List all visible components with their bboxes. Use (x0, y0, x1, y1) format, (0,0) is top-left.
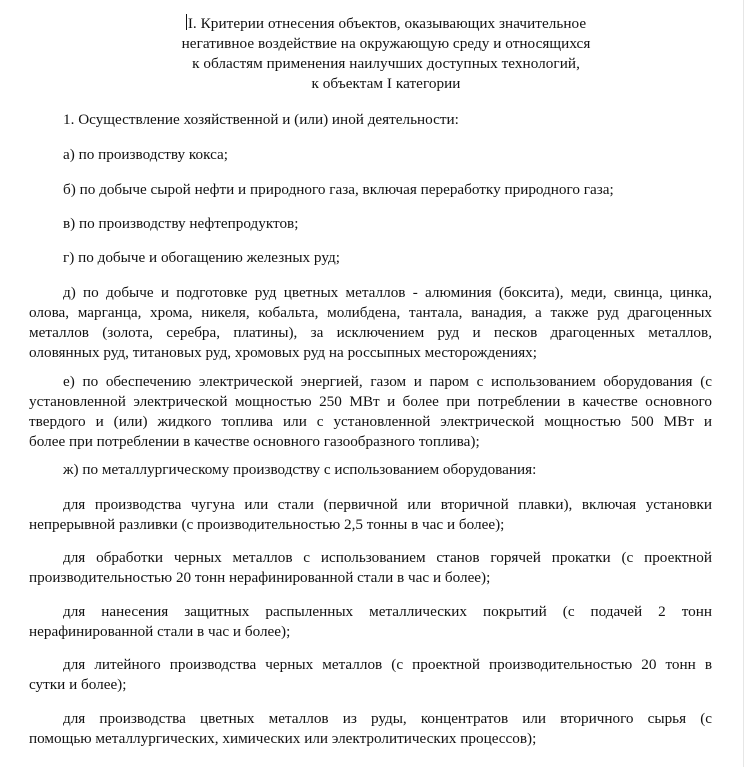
paragraph-v: в) по производству нефтепродуктов; (63, 215, 299, 232)
paragraph-e: е) по обеспечению электрической энергией, газом и паром с использованием оборудования (с установленной электрической мощностью 250 МВт и более при потреблении в качестве основного твердого и (или) жидкого топлива или с установленной электрической мощностью 500 МВт и более при потреблении в качестве основного газообразного топлива); (29, 373, 712, 450)
heading-line-2: негативное воздействие на окружающую среду и относящихся (181, 35, 591, 52)
heading-line-4: к объектам I категории (311, 75, 461, 92)
heading-line-3: к областям применения наилучших доступных технологий, (192, 55, 580, 72)
paragraph-foundry: для литейного производства черных металлов (с проектной производительностью 20 тонн в сутки и более); (29, 656, 712, 693)
paragraph-nonferrous: для производства цветных металлов из руды, концентратов или вторичного сырья (с помощью металлургических, химических или электролитических процессов); (29, 710, 712, 747)
paragraph-g: г) по добыче и обогащению железных руд; (63, 249, 340, 266)
paragraph-b: б) по добыче сырой нефти и природного газа, включая переработку природного газа; (63, 181, 614, 198)
paragraph-coatings: для нанесения защитных распыленных металлических покрытий (с подачей 2 тонн нерафинированной стали в час и более); (29, 603, 712, 640)
paragraph-d: д) по добыче и подготовке руд цветных металлов - алюминия (боксита), меди, свинца, цинка, олова, марганца, хрома, никеля, кобальта, молибдена, тантала, ванадия, а также руд драгоценных металлов (золота, серебра, платины), за исключением руд и песков драгоценных металлов, оловянных руд, титановых руд, хромовых руд на россыпных месторождениях; (29, 284, 712, 361)
paragraph-hot-rolling: для обработки черных металлов с использованием станов горячей прокатки (с проектной производительностью 20 тонн нерафинированной стали в час и более); (29, 549, 712, 586)
paragraph-1: 1. Осуществление хозяйственной и (или) иной деятельности: (63, 111, 459, 128)
heading-line-1: I. Критерии отнесения объектов, оказывающих значительное (187, 15, 587, 32)
paragraph-zh: ж) по металлургическому производству с использованием оборудования: (63, 461, 537, 478)
section-heading (60, 14, 712, 94)
paragraph-cast-iron: для производства чугуна или стали (первичной или вторичной плавки), включая установки непрерывной разливки (с производительностью 2,5 тонны в час и более); (29, 496, 712, 533)
text-cursor (186, 14, 187, 30)
paragraph-a: а) по производству кокса; (63, 146, 229, 163)
